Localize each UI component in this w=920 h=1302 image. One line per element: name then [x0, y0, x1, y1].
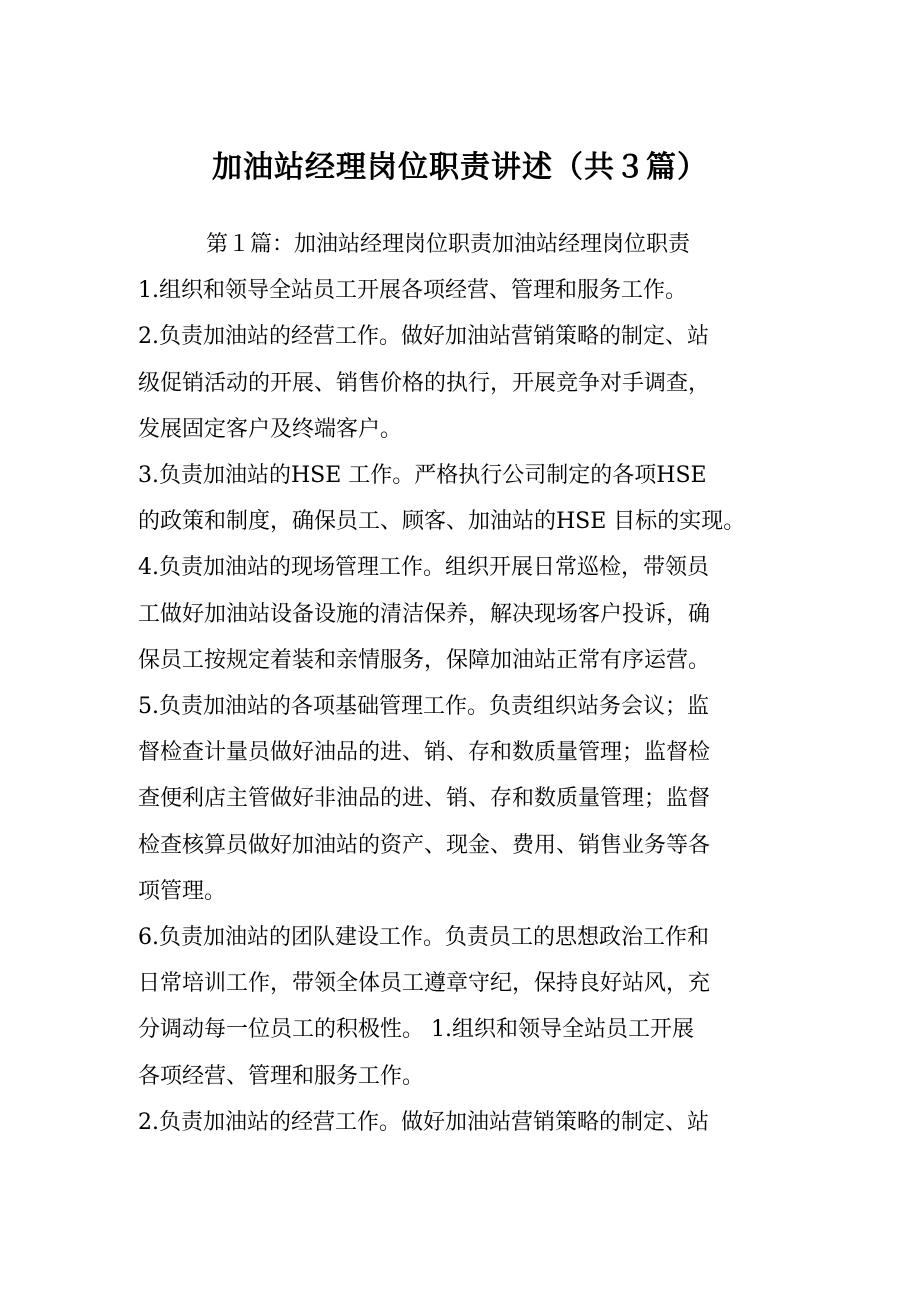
body-line: 检查核算员做好加油站的资产、现金、费用、销售业务等各	[138, 832, 711, 858]
body-line: 6.负责加油站的团队建设工作。负责员工的思想政治工作和	[138, 925, 709, 951]
body-line: 4.负责加油站的现场管理工作。组织开展日常巡检，带领员	[138, 555, 709, 581]
body-line: 分调动每一位员工的积极性。 1.组织和领导全站员工开展	[138, 1017, 694, 1043]
body-line: 5.负责加油站的各项基础管理工作。负责组织站务会议；监	[138, 694, 709, 720]
body-line: 工做好加油站设备设施的清洁保养，解决现场客户投诉，确	[138, 601, 711, 627]
document-title: 加油站经理岗位职责讲述（共３篇）	[212, 150, 708, 185]
body-line: 3.负责加油站的HSE 工作。严格执行公司制定的各项HSE	[138, 463, 707, 489]
document-body	[138, 222, 790, 1146]
body-line: 日常培训工作，带领全体员工遵章守纪，保持良好站风，充	[138, 971, 711, 997]
chapter-heading: 第１篇：加油站经理岗位职责加油站经理岗位职责	[206, 232, 691, 257]
body-line: 督检查计量员做好油品的进、销、存和数质量管理；监督检	[138, 740, 711, 766]
body-line: 发展固定客户及终端客户。	[138, 416, 403, 442]
body-line: 2.负责加油站的经营工作。做好加油站营销策略的制定、站	[138, 324, 709, 350]
body-line: 级促销活动的开展、销售价格的执行，开展竞争对手调查，	[138, 370, 711, 396]
body-line: 项管理。	[138, 878, 227, 904]
body-line: 各项经营、管理和服务工作。	[138, 1063, 425, 1089]
body-line: 1.组织和领导全站员工开展各项经营、管理和服务工作。	[138, 278, 687, 304]
body-line: 保员工按规定着装和亲情服务，保障加油站正常有序运营。	[138, 647, 711, 673]
body-line: 查便利店主管做好非油品的进、销、存和数质量管理；监督	[138, 786, 711, 812]
body-line: 的政策和制度，确保员工、顾客、加油站的HSE 目标的实现。	[138, 509, 746, 535]
body-line: 2.负责加油站的经营工作。做好加油站营销策略的制定、站	[138, 1109, 709, 1135]
